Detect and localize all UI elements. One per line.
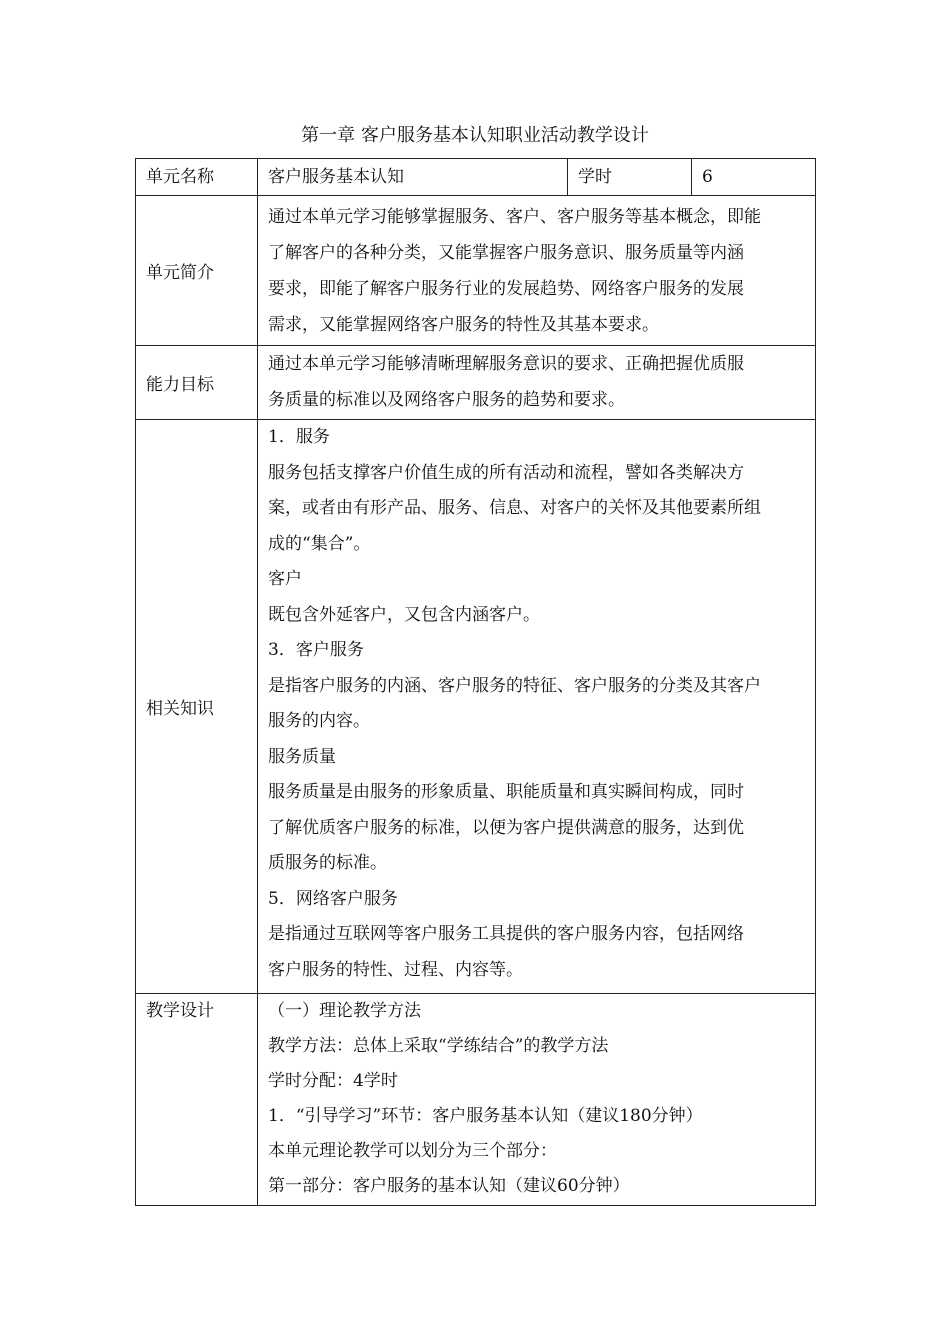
- intro-content: [258, 196, 816, 346]
- design-table: [135, 158, 816, 1206]
- design-line: 教学方法：总体上采取“学练结合”的教学方法: [268, 1036, 609, 1056]
- ability-label: 能力目标: [136, 346, 258, 420]
- hours-value: 6: [692, 159, 816, 196]
- knowledge-line: 了解优质客户服务的标准，以便为客户提供满意的服务，达到优: [268, 817, 744, 838]
- unit-name-label: 单元名称: [136, 159, 258, 196]
- knowledge-line: 是指客户服务的内涵、客户服务的特征、客户服务的分类及其客户: [268, 675, 761, 696]
- design-line: （一）理论教学方法: [268, 1001, 421, 1021]
- knowledge-line: 案，或者由有形产品、服务、信息、对客户的关怀及其他要素所组: [268, 498, 761, 518]
- unit-name-value: 客户服务基本认知: [258, 159, 568, 196]
- knowledge-line: 是指通过互联网等客户服务工具提供的客户服务内容，包括网络: [268, 924, 744, 944]
- knowledge-line: 服务质量: [268, 746, 336, 767]
- knowledge-line: 服务质量是由服务的形象质量、职能质量和真实瞬间构成，同时: [268, 782, 744, 802]
- intro-line: 通过本单元学习能够掌握服务、客户、客户服务等基本概念，即能: [268, 206, 761, 227]
- knowledge-line: 服务的内容。: [268, 711, 370, 731]
- knowledge-line: 客户: [268, 569, 302, 589]
- knowledge-line: 服务包括支撑客户价值生成的所有活动和流程，譬如各类解决方: [268, 462, 744, 483]
- knowledge-line: 成的“集合”。: [268, 533, 371, 554]
- document-title: 第一章 客户服务基本认知职业活动教学设计: [301, 125, 649, 146]
- intro-line: 了解客户的各种分类，又能掌握客户服务意识、服务质量等内涵: [268, 242, 744, 263]
- ability-line: 务质量的标准以及网络客户服务的趋势和要求。: [268, 389, 625, 410]
- hours-label: 学时: [568, 159, 692, 196]
- knowledge-line: 3．客户服务: [268, 640, 364, 660]
- knowledge-line: 1．服务: [268, 427, 330, 447]
- ability-row: [136, 346, 816, 420]
- knowledge-line: 质服务的标准。: [268, 853, 387, 873]
- unit-name-row: [136, 159, 816, 196]
- intro-line: 要求，即能了解客户服务行业的发展趋势、网络客户服务的发展: [268, 278, 744, 299]
- knowledge-label: 相关知识: [136, 420, 258, 994]
- intro-line: 需求，又能掌握网络客户服务的特性及其基本要求。: [268, 314, 659, 335]
- intro-row: [136, 196, 816, 346]
- knowledge-row: [136, 420, 816, 994]
- knowledge-content: [258, 420, 816, 994]
- design-line: 1．“引导学习”环节：客户服务基本认知（建议180分钟）: [268, 1106, 703, 1126]
- ability-content: [258, 346, 816, 420]
- design-row: [136, 994, 816, 1206]
- design-line: 学时分配：4学时: [268, 1071, 398, 1091]
- knowledge-line: 既包含外延客户，又包含内涵客户。: [268, 604, 540, 625]
- ability-line: 通过本单元学习能够清晰理解服务意识的要求、正确把握优质服: [268, 354, 744, 374]
- design-label: 教学设计: [136, 994, 258, 1206]
- knowledge-line: 5．网络客户服务: [268, 888, 398, 909]
- intro-label: 单元简介: [136, 196, 258, 346]
- design-line: 本单元理论教学可以划分为三个部分：: [268, 1141, 557, 1161]
- design-line: 第一部分：客户服务的基本认知（建议60分钟）: [268, 1176, 630, 1196]
- knowledge-line: 客户服务的特性、过程、内容等。: [268, 959, 523, 980]
- design-content: [258, 994, 816, 1206]
